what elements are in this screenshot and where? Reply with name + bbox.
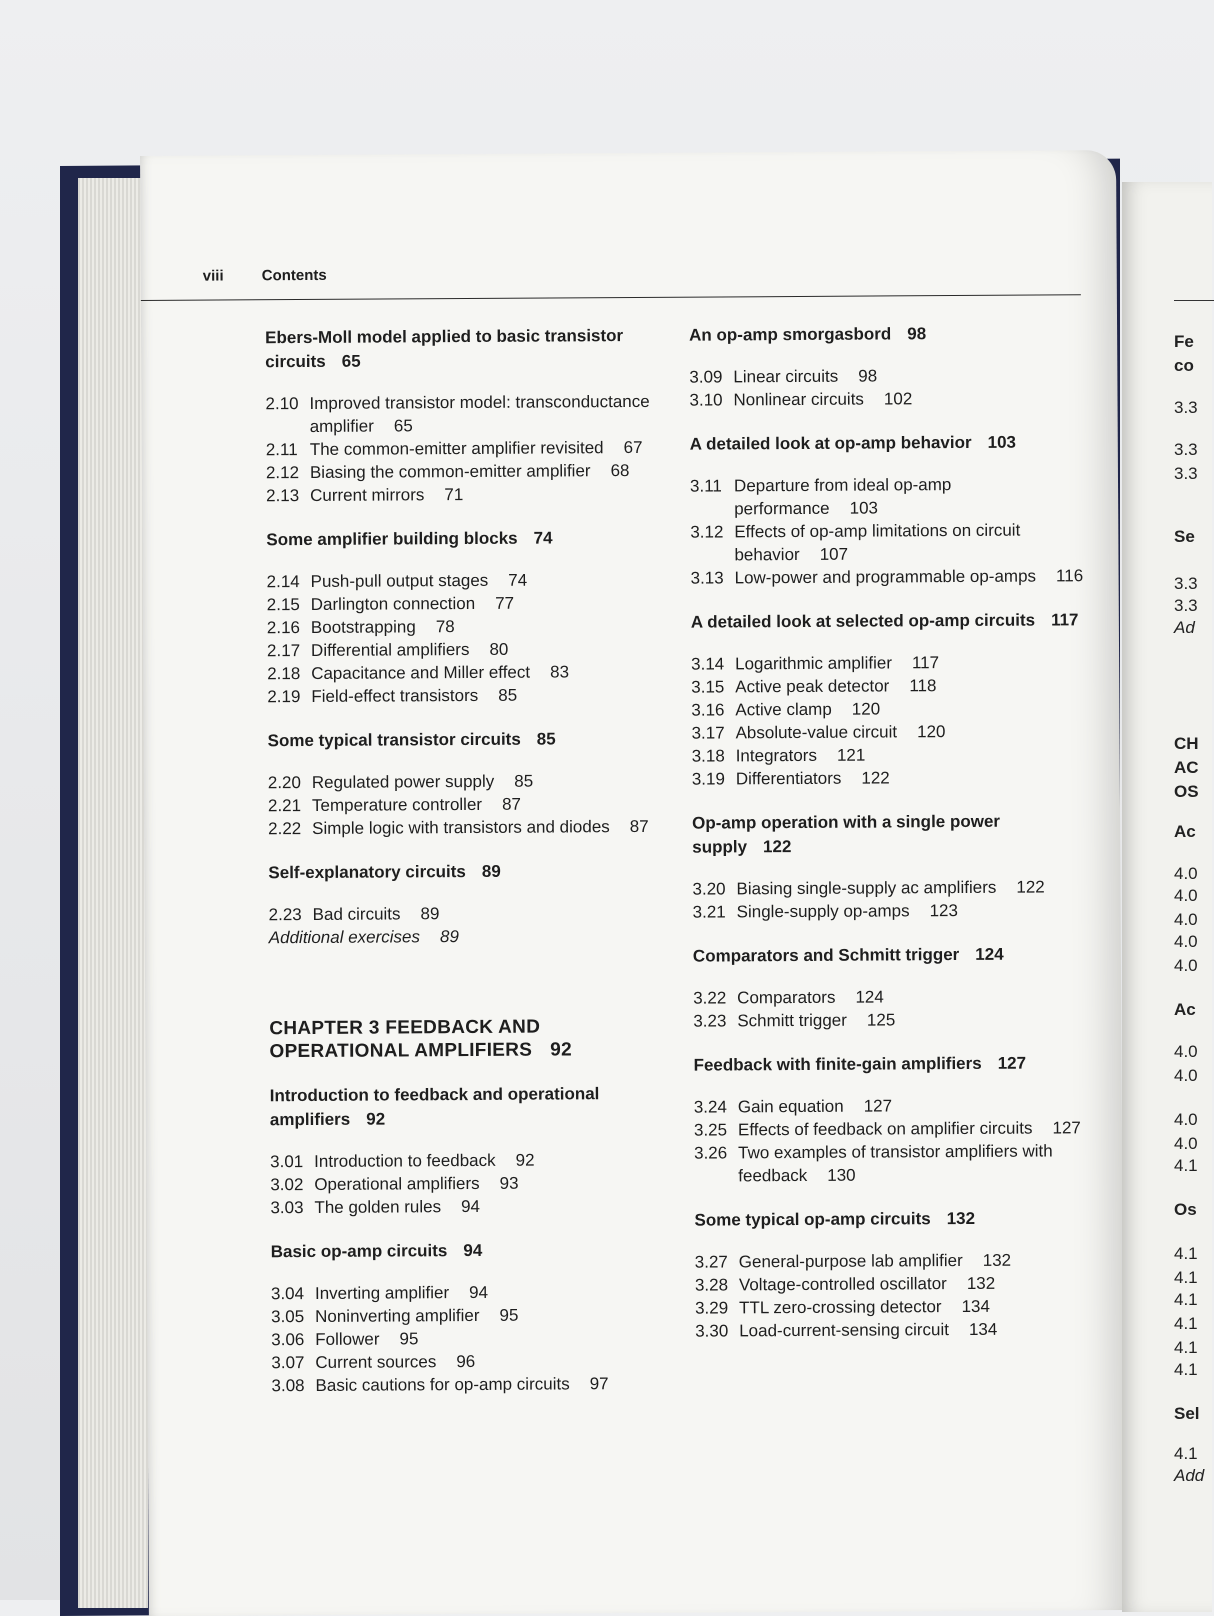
- toc-entry: [694, 1116, 1094, 1141]
- section-page: 127: [997, 1053, 1027, 1073]
- section-heading: [689, 321, 1089, 347]
- section-heading: [268, 727, 678, 754]
- entry-page: 85: [498, 685, 518, 705]
- entry-title: Effects of feedback on amplifier circuits: [737, 1118, 1033, 1140]
- facing-page-fragment: 3.3: [1174, 574, 1198, 593]
- entry-number: 3.23: [693, 1011, 727, 1031]
- entry-page: 93: [499, 1173, 519, 1193]
- entry-title: Absolute-value circuit: [735, 722, 898, 743]
- toc-entry: [271, 1303, 681, 1329]
- entry-number: 2.12: [265, 463, 300, 483]
- entry-page: 117: [911, 653, 940, 673]
- page-title: Contents: [261, 266, 327, 285]
- entry-title: Schmitt trigger: [737, 1010, 847, 1031]
- facing-page-fragment: Fe: [1174, 332, 1194, 351]
- section-heading: [691, 608, 1091, 634]
- entry-page: 85: [514, 771, 534, 791]
- entry-title: Bad circuits: [312, 904, 401, 924]
- entry-number: 2.15: [266, 595, 300, 615]
- entry-page: 127: [1052, 1118, 1081, 1138]
- entry-title: Noninverting amplifier: [315, 1305, 480, 1326]
- entry-number: 3.27: [694, 1252, 728, 1272]
- section-heading: [270, 1082, 680, 1133]
- section-items: [689, 363, 1089, 411]
- entry-page: 98: [858, 366, 878, 386]
- entry-number: 3.21: [692, 902, 726, 922]
- page-number: viii: [202, 267, 224, 285]
- section-title: A detailed look at selected op-amp circuits: [690, 610, 1036, 632]
- entry-title: Simple logic with transistors and diodes: [312, 817, 610, 838]
- entry-number: 3.09: [689, 367, 723, 387]
- entry-page: 127: [863, 1096, 893, 1116]
- section-items: [270, 1148, 680, 1220]
- entry-page: 96: [456, 1351, 476, 1372]
- entry-page: 132: [982, 1250, 1012, 1270]
- entry-page: 65: [393, 416, 413, 436]
- entry-number: 3.13: [690, 568, 724, 588]
- section-page: 92: [366, 1109, 386, 1129]
- toc-entry: [695, 1317, 1095, 1342]
- facing-page-fragment: Os: [1174, 1200, 1197, 1219]
- entry-page: 124: [855, 987, 884, 1007]
- entry-page: 68: [610, 461, 630, 481]
- entry-title: Capacitance and Miller effect: [311, 662, 531, 683]
- section-page: 98: [907, 324, 927, 344]
- section-page: 124: [975, 944, 1004, 964]
- toc-entry: [691, 696, 1091, 721]
- entry-page: 78: [435, 617, 455, 637]
- entry-page: 94: [469, 1282, 489, 1303]
- facing-page-fragment: Add: [1174, 1466, 1205, 1485]
- page-edges: [78, 178, 148, 1608]
- entry-page: 134: [968, 1319, 998, 1339]
- toc-entry: [267, 660, 677, 686]
- chapter-heading: [269, 1015, 679, 1064]
- toc-entry: [691, 673, 1091, 698]
- facing-page-fragment: 4.0: [1174, 1066, 1198, 1085]
- toc-entry: [692, 765, 1092, 790]
- facing-page-rule: [1174, 300, 1214, 301]
- facing-page-fragment: 4.0: [1174, 864, 1198, 883]
- entry-page: 125: [866, 1010, 896, 1030]
- entry-page: 120: [851, 699, 881, 719]
- entry-page: 97: [589, 1374, 609, 1394]
- entry-number: 2.11: [265, 440, 298, 460]
- entry-title: Differential amplifiers: [310, 639, 470, 660]
- entry-page: 118: [909, 676, 937, 696]
- entry-title: Regulated power supply: [311, 771, 495, 792]
- section-page: 132: [946, 1208, 976, 1229]
- section-heading: [268, 859, 678, 886]
- toc-entry: [271, 1280, 681, 1306]
- entry-number: 2.22: [268, 819, 302, 839]
- facing-page-fragment: 4.0: [1174, 1134, 1198, 1153]
- entry-page: 122: [1016, 877, 1045, 897]
- entry-title: Linear circuits: [733, 366, 839, 387]
- entry-title: Logarithmic amplifier: [735, 653, 893, 674]
- entry-number: 3.06: [271, 1330, 305, 1350]
- section-items: [269, 901, 679, 950]
- entry-number: 2.17: [266, 641, 301, 661]
- section-title: Some typical op-amp circuits: [694, 1209, 931, 1230]
- entry-page: 89: [439, 927, 459, 947]
- facing-page-fragment: OS: [1174, 782, 1199, 801]
- facing-page-fragment: 4.1: [1174, 1338, 1198, 1357]
- entry-number: 3.17: [691, 723, 725, 743]
- entry-number: 2.20: [267, 773, 301, 793]
- toc-entry: [691, 564, 1091, 589]
- section-title: Some amplifier building blocks: [266, 528, 518, 550]
- section-heading: [692, 809, 1092, 859]
- toc-entry: [266, 459, 676, 485]
- entry-number: 3.07: [271, 1353, 305, 1373]
- facing-page-fragment: Se: [1174, 527, 1195, 546]
- toc-entry: [268, 769, 678, 795]
- toc-entry: [267, 568, 677, 594]
- section-heading: [271, 1238, 681, 1265]
- toc-entry: [693, 1007, 1093, 1032]
- section-title: Feedback with finite-gain amplifiers: [693, 1053, 982, 1075]
- entry-title: Departure from ideal op-amp performance: [733, 475, 952, 519]
- section-items: [265, 390, 676, 508]
- entry-number: 2.21: [267, 796, 302, 816]
- toc-entry: [690, 518, 1090, 566]
- entry-page: 130: [827, 1165, 856, 1185]
- section-title: Self-explanatory circuits: [268, 862, 466, 883]
- entry-number: 3.10: [689, 390, 723, 410]
- entry-number: 3.22: [693, 988, 727, 1008]
- entry-number: 3.04: [270, 1284, 305, 1304]
- section-title: Some typical transistor circuits: [267, 729, 521, 751]
- entry-number: 3.26: [694, 1143, 728, 1163]
- facing-page-fragment: 4.1: [1174, 1268, 1198, 1287]
- entry-title: Improved transistor model: transconductance amplifier: [309, 391, 650, 436]
- facing-page-fragment: 3.3: [1174, 596, 1198, 615]
- section-title: An op-amp smorgasbord: [689, 324, 892, 345]
- entry-number: 2.10: [265, 394, 299, 414]
- entry-title: Gain equation: [737, 1096, 844, 1117]
- toc-entry: [691, 719, 1091, 744]
- section-page: 94: [463, 1240, 483, 1261]
- section-title: A detailed look at op-amp behavior: [689, 432, 972, 454]
- facing-page-fragment: 4.0: [1174, 1110, 1198, 1129]
- toc-entry: [265, 390, 675, 439]
- toc-entry: [266, 482, 676, 508]
- entry-title: Current sources: [315, 1352, 437, 1372]
- toc-entry: [695, 1248, 1095, 1273]
- entry-page: 94: [461, 1196, 481, 1217]
- entry-number: 3.05: [271, 1307, 305, 1327]
- toc-entry: [691, 650, 1091, 675]
- section-items: [695, 1248, 1096, 1342]
- toc-entry: [271, 1326, 681, 1352]
- entry-number: 2.16: [266, 618, 301, 638]
- facing-page-fragment: Sel: [1174, 1404, 1200, 1423]
- facing-page-fragment: 4.1: [1174, 1360, 1198, 1379]
- toc-entry: [268, 815, 678, 841]
- entry-number: 2.23: [268, 905, 302, 925]
- facing-page-fragment: Ac: [1174, 1000, 1196, 1019]
- facing-page-fragment: co: [1174, 356, 1194, 375]
- section-page: 122: [762, 837, 792, 857]
- toc-entry: [690, 472, 1090, 520]
- section-title: Introduction to feedback and operational amplifiers: [269, 1084, 600, 1130]
- facing-page-fragment: 4.0: [1174, 910, 1198, 929]
- toc-entry: [269, 924, 679, 950]
- section-heading: [693, 1051, 1093, 1077]
- chapter-page: 92: [550, 1039, 573, 1061]
- entry-title: Field-effect transistors: [311, 685, 479, 706]
- entry-title: Basic cautions for op-amp circuits: [315, 1374, 570, 1395]
- entry-page: 103: [849, 498, 879, 518]
- entry-number: 3.28: [694, 1275, 729, 1295]
- facing-page-fragment: 4.0: [1174, 886, 1198, 905]
- toc-entry: [269, 901, 679, 927]
- toc-entry: [689, 363, 1089, 388]
- entry-page: 83: [550, 662, 570, 682]
- entry-page: 67: [623, 437, 643, 458]
- toc-entry: [694, 1093, 1094, 1118]
- entry-title: The golden rules: [314, 1197, 442, 1217]
- entry-page: 77: [495, 593, 515, 613]
- entry-title: Low-power and programmable op-amps: [734, 566, 1037, 588]
- section-page: 65: [341, 351, 361, 371]
- section-page: 74: [533, 528, 553, 548]
- toc-entry: [695, 1294, 1095, 1319]
- entry-page: 80: [489, 639, 509, 659]
- entry-title: Operational amplifiers: [314, 1173, 480, 1194]
- chapter-title: CHAPTER 3 FEEDBACK AND OPERATIONAL AMPLIFIERS: [269, 1016, 541, 1063]
- entry-page: 95: [499, 1305, 519, 1325]
- section-items: [271, 1280, 682, 1398]
- section-items: [690, 472, 1091, 589]
- facing-page-fragment: 3.3: [1174, 398, 1198, 417]
- entry-page: 95: [399, 1329, 419, 1349]
- section-items: [268, 769, 678, 841]
- entry-title: TTL zero-crossing detector: [738, 1297, 942, 1318]
- entry-title: Biasing single-supply ac amplifiers: [736, 877, 997, 899]
- toc-entry: [270, 1171, 680, 1197]
- facing-page-fragment: Ac: [1174, 822, 1196, 841]
- toc-entry: [695, 1271, 1095, 1296]
- entry-number: 3.14: [691, 654, 725, 674]
- entry-title: Voltage-controlled oscillator: [738, 1274, 947, 1295]
- toc-entry: [692, 742, 1092, 767]
- toc-entry: [266, 436, 676, 462]
- toc-entry: [694, 1139, 1094, 1187]
- section-heading: [266, 526, 676, 553]
- section-page: 117: [1050, 610, 1079, 630]
- entry-title: Inverting amplifier: [314, 1283, 450, 1303]
- facing-page: [1122, 182, 1212, 1612]
- facing-page-fragment: 4.1: [1174, 1314, 1198, 1333]
- entry-title: Load-current-sensing circuit: [739, 1320, 950, 1341]
- entry-title: Introduction to feedback: [314, 1150, 496, 1171]
- section-title: Ebers-Moll model applied to basic transistor circuits: [265, 326, 624, 372]
- entry-title: Effects of op-amp limitations on circuit behavior: [734, 520, 1021, 565]
- entry-page: 92: [515, 1150, 535, 1170]
- toc-entry: [693, 984, 1093, 1009]
- entry-title: Two examples of transistor amplifiers with feedback: [738, 1141, 1053, 1186]
- section-page: 85: [536, 729, 556, 749]
- entry-title: Active clamp: [735, 699, 832, 720]
- section-items: [694, 1093, 1095, 1187]
- facing-page-fragment: 4.1: [1174, 1444, 1198, 1463]
- entry-number: 3.16: [691, 700, 725, 720]
- entry-title: Temperature controller: [311, 794, 483, 815]
- toc-entry: [267, 683, 677, 709]
- entry-number: 2.13: [266, 486, 300, 506]
- entry-title: Follower: [315, 1329, 380, 1349]
- section-items: [691, 650, 1092, 790]
- section-heading: [693, 942, 1093, 968]
- entry-number: 3.30: [695, 1321, 729, 1341]
- toc-entry: [267, 614, 677, 640]
- entry-title: Single-supply op-amps: [736, 901, 910, 922]
- facing-page-fragment: 4.0: [1174, 932, 1198, 951]
- section-heading: [690, 430, 1090, 456]
- right-column: [689, 300, 1095, 1342]
- entry-number: 3.15: [691, 677, 725, 697]
- entry-title: Current mirrors: [310, 485, 425, 505]
- entry-number: 3.03: [270, 1198, 304, 1218]
- facing-page-fragment: 4.0: [1174, 1042, 1198, 1061]
- contents-page: [140, 150, 1125, 1616]
- section-page: 89: [481, 861, 501, 881]
- entry-number: 3.12: [690, 522, 724, 542]
- entry-page: 122: [861, 768, 890, 788]
- entry-title: Comparators: [737, 987, 836, 1008]
- entry-title: Integrators: [735, 745, 817, 766]
- facing-page-fragment: CH: [1174, 734, 1199, 753]
- entry-title: Active peak detector: [735, 676, 890, 697]
- toc-entry: [271, 1372, 681, 1398]
- entry-page: 107: [819, 544, 849, 564]
- toc-entry: [271, 1349, 681, 1375]
- entry-number: 3.19: [691, 769, 725, 789]
- entry-title: Additional exercises: [268, 927, 421, 948]
- entry-number: 2.14: [266, 572, 300, 592]
- facing-page-fragment: Ad: [1174, 618, 1195, 637]
- entry-number: 2.18: [267, 664, 301, 684]
- entry-title: Bootstrapping: [310, 617, 416, 637]
- entry-page: 116: [1055, 566, 1084, 586]
- facing-page-fragment: 4.0: [1174, 956, 1198, 975]
- entry-page: 123: [929, 901, 958, 921]
- facing-page-fragment: 4.1: [1174, 1156, 1198, 1175]
- entry-title: Push-pull output stages: [310, 570, 489, 591]
- entry-title: Nonlinear circuits: [733, 389, 864, 410]
- entry-title: Darlington connection: [310, 593, 476, 614]
- toc-entry: [268, 792, 678, 818]
- facing-page-fragment: 3.3: [1174, 440, 1198, 459]
- entry-number: 3.29: [694, 1298, 729, 1318]
- entry-page: 132: [966, 1273, 996, 1293]
- facing-page-fragment: 4.1: [1174, 1244, 1198, 1263]
- toc-entry: [693, 898, 1093, 923]
- left-column: [265, 303, 682, 1397]
- entry-number: 2.19: [267, 687, 301, 707]
- entry-page: 74: [508, 570, 528, 590]
- section-items: [267, 568, 678, 709]
- entry-number: 3.02: [270, 1175, 304, 1195]
- section-heading: [265, 324, 675, 375]
- entry-page: 71: [444, 485, 464, 505]
- facing-page-fragment: 4.1: [1174, 1290, 1198, 1309]
- toc-entry: [270, 1194, 680, 1220]
- section-title: Op-amp operation with a single power supply: [692, 811, 1001, 857]
- entry-title: The common-emitter amplifier revisited: [309, 438, 604, 459]
- entry-number: 3.11: [689, 476, 722, 496]
- section-heading: [694, 1206, 1094, 1232]
- entry-number: 3.20: [692, 879, 726, 899]
- toc-entry: [692, 875, 1092, 900]
- section-items: [692, 875, 1092, 923]
- entry-page: 89: [420, 904, 440, 924]
- toc-entry: [267, 637, 677, 663]
- entry-page: 134: [961, 1296, 990, 1317]
- toc-entry: [689, 386, 1089, 411]
- entry-number: 3.08: [271, 1376, 305, 1396]
- entry-page: 87: [629, 816, 649, 837]
- toc-entry: [270, 1148, 680, 1174]
- entry-title: Biasing the common-emitter amplifier: [309, 461, 591, 482]
- entry-page: 87: [501, 794, 522, 814]
- facing-page-fragment: 3.3: [1174, 464, 1198, 483]
- entry-number: 3.01: [270, 1152, 304, 1172]
- entry-page: 120: [917, 722, 946, 742]
- section-title: Comparators and Schmitt trigger: [692, 945, 960, 966]
- entry-page: 121: [836, 745, 866, 765]
- section-title: Basic op-amp circuits: [270, 1241, 448, 1262]
- section-items: [693, 984, 1093, 1032]
- entry-title: Differentiators: [735, 768, 842, 789]
- toc-entry: [267, 591, 677, 617]
- section-page: 103: [987, 432, 1017, 452]
- header-rule: [141, 294, 1081, 301]
- facing-page-fragment: AC: [1174, 758, 1199, 777]
- entry-number: 3.25: [693, 1120, 728, 1140]
- entry-title: General-purpose lab amplifier: [738, 1250, 963, 1272]
- entry-number: 3.24: [693, 1097, 727, 1117]
- entry-number: 3.18: [691, 746, 725, 766]
- entry-page: 102: [883, 389, 913, 409]
